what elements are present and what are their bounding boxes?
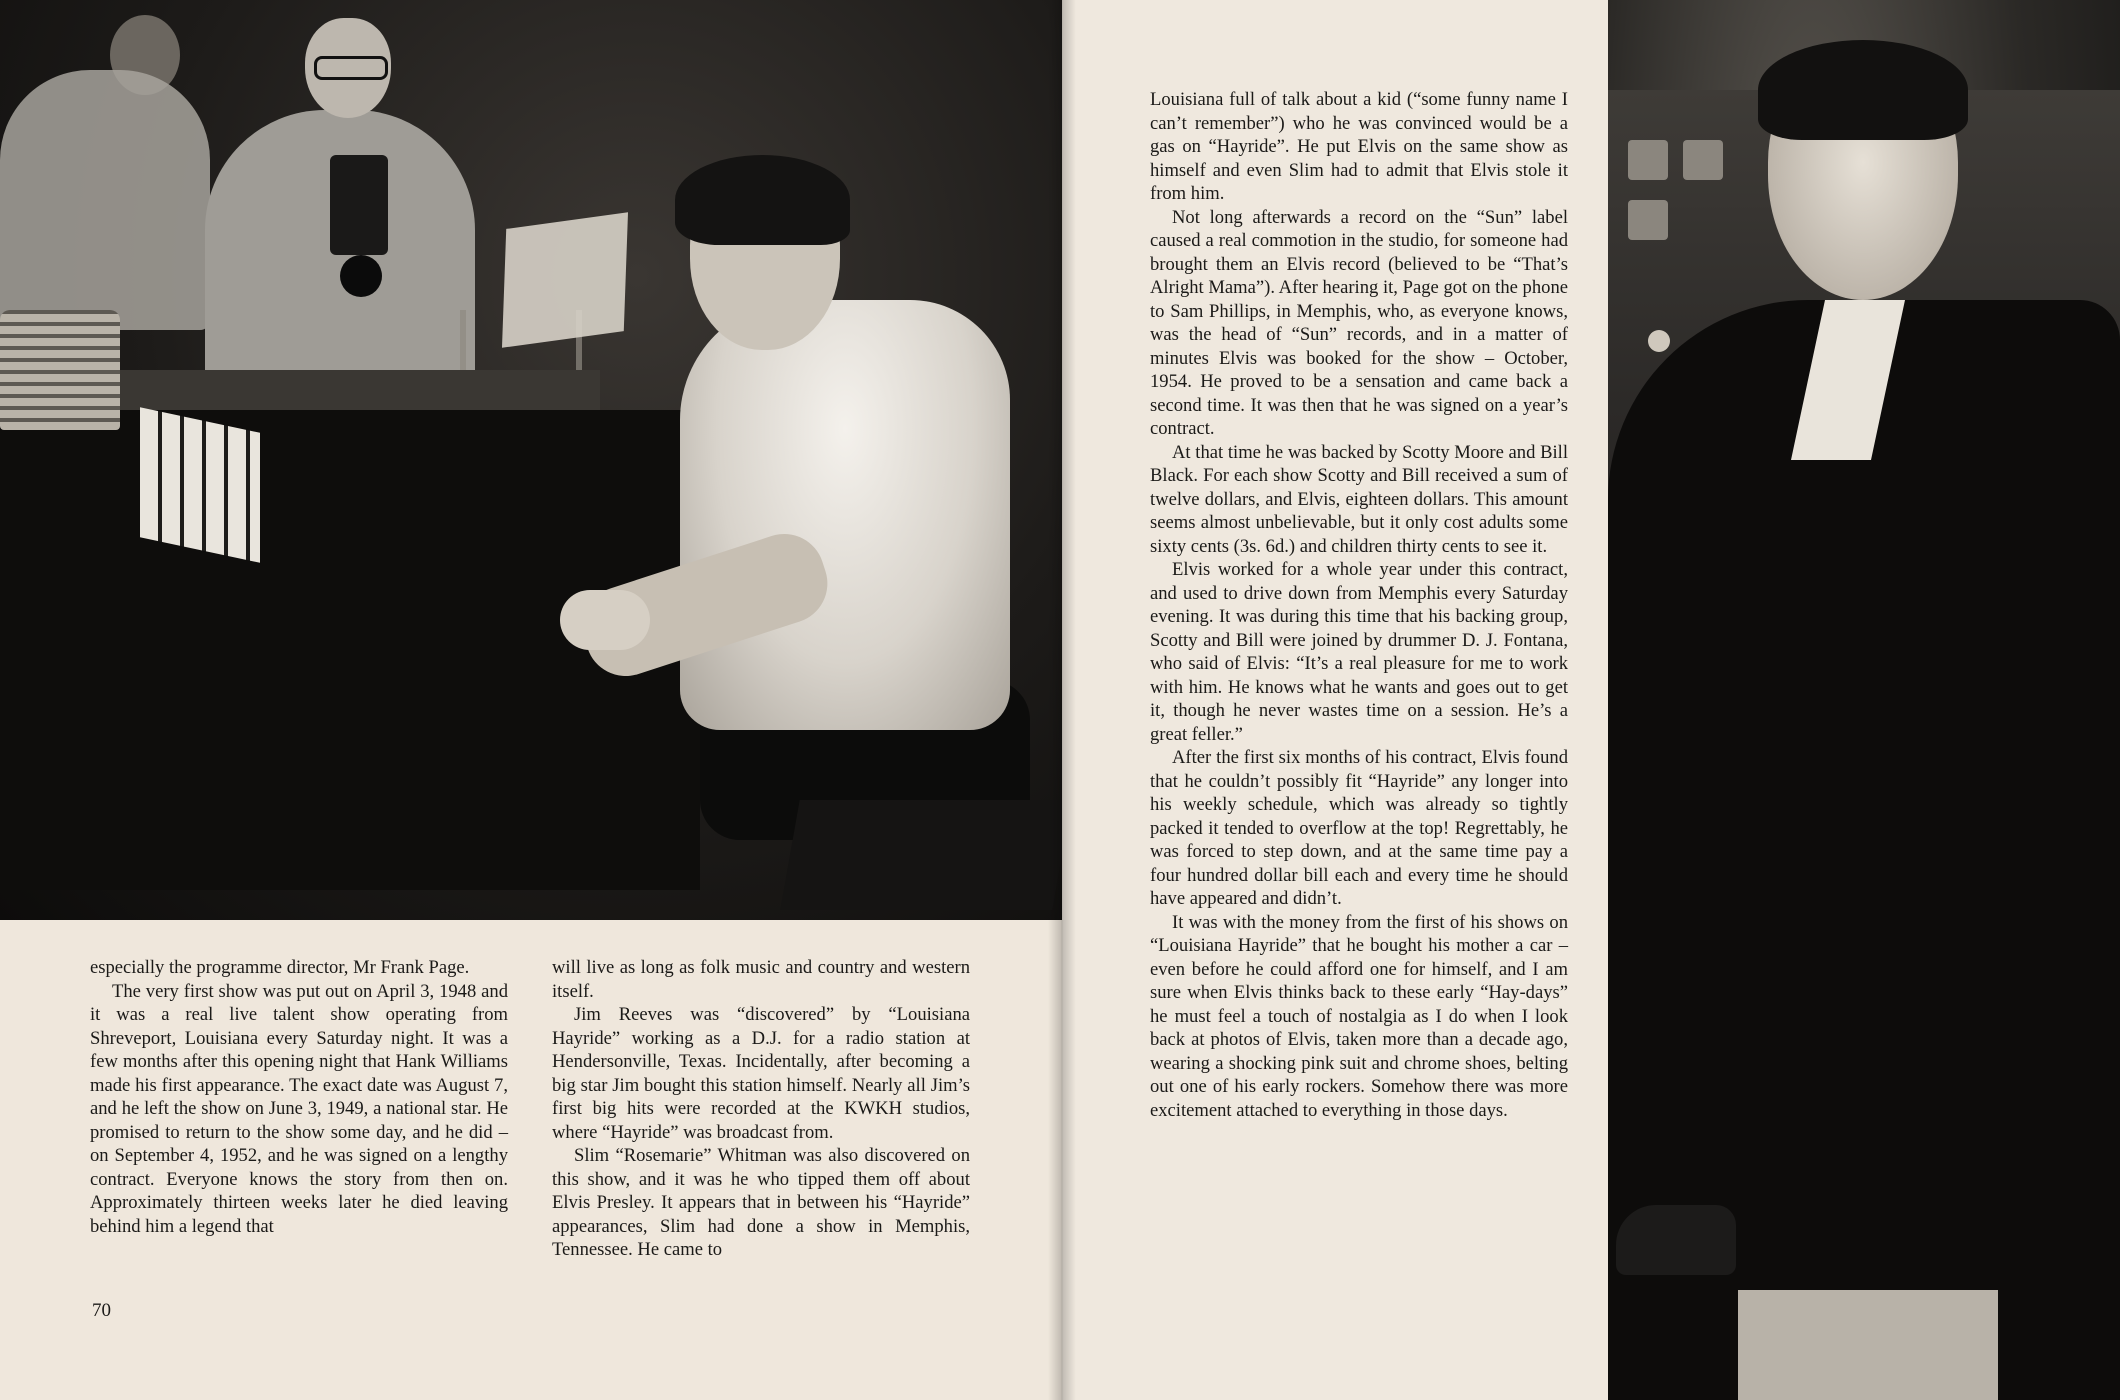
elvis-hair xyxy=(675,155,850,245)
elvis-hair xyxy=(1758,40,1968,140)
camera-icon xyxy=(330,155,388,255)
elvis-hands xyxy=(560,590,650,650)
radio-object xyxy=(0,310,120,430)
elvis-at-piano-photo xyxy=(0,0,1062,920)
camera-lens-icon xyxy=(340,255,382,297)
paragraph: At that time he was backed by Scotty Moore and Bill Black. For each show Scotty and Bill received a sum of twelve dollars, and Elvis, eighteen dollars. This amount seems almost unbelievable, but it only cost adults some sixty cents (3s. 6d.) and children thirty cents to see it. xyxy=(1150,441,1568,557)
piano-keys xyxy=(140,407,260,563)
paragraph: Jim Reeves was “discovered” by “Louisiana Hayride” working as a D.J. for a radio station at Hendersonville, Texas. Incidentally, after becoming a big star Jim bought this station himself. Nearly all Jim’s first big hits were recorded at the KWKH studios, where “Hayride” was broadcast from. xyxy=(552,1004,970,1143)
knob-icon xyxy=(1648,330,1670,352)
meter-icon xyxy=(1628,200,1668,240)
paragraph: Slim “Rosemarie” Whitman was also discovered on this show, and it was he who tipped them off about Elvis Presley. It appears that in between his “Hayride” appearances, Slim had done a show in Memphis, Tennessee. He came to xyxy=(552,1145,970,1260)
elvis-shirt xyxy=(680,300,1010,730)
background-person xyxy=(0,70,210,330)
text-column-a xyxy=(90,956,508,1238)
glasses-icon xyxy=(314,56,388,80)
elvis-portrait-photo xyxy=(1608,0,2120,1400)
paragraph: especially the programme director, Mr Frank Page. xyxy=(90,957,470,978)
shoe xyxy=(1616,1205,1736,1275)
paragraph: Louisiana full of talk about a kid (“some funny name I can’t remember”) who he was convinced would be a gas on “Hayride”. He put Elvis on the same show as himself and even Slim had to admit that Elvis stole it from him. xyxy=(1150,89,1568,204)
stool xyxy=(1738,1290,1998,1400)
paragraph: Elvis worked for a whole year under this contract, and used to drive down from Memphis every Saturday evening. It was during this time that his backing group, Scotty and Bill were joined by drummer D. J. Fontana, who said of Elvis: “It’s a real pleasure for me to work with him. He knows what he wants and goes out to get it, though he never wastes time on a session. He’s a great feller.” xyxy=(1150,559,1568,745)
paragraph: The very first show was put out on April 3, 1948 and it was a real live talent show operating from Shreveport, Louisiana every Saturday night. It was a few months after this opening night that Hank Williams made his first appearance. The exact date was August 7, and he left the show on June 3, 1949, a national star. He promised to return to the show some day, and he did – on September 4, 1952, and he was signed on a lengthy contract. Everyone knows the story from then on. Approximately thirteen weeks later he died leaving behind him a legend that xyxy=(90,980,508,1237)
piano-bench xyxy=(780,800,1062,910)
meter-icon xyxy=(1628,140,1668,180)
paragraph: Not long afterwards a record on the “Sun” label caused a real commotion in the studio, for someone had brought them an Elvis record (believed to be “That’s Alright Mama”). After hearing it, Page got on the phone to Sam Phillips, in Memphis, who, as everyone knows, was the head of “Sun” records, and in a matter of minutes Elvis was booked for the show – October, 1954. He proved to be a sensation and came back a second time. It was then that he was signed on a year’s contract. xyxy=(1150,206,1568,439)
paragraph: After the first six months of his contract, Elvis found that he couldn’t possibly fit “Hayride” any longer into his weekly schedule, which was already so tightly packed it tended to overflow at the top! Regrettably, he was forced to step down, and at the same time pay a four hundred dollar bill each and every time he should have appeared and didn’t. xyxy=(1150,747,1568,909)
paragraph: It was with the money from the first of his shows on “Louisiana Hayride” that he bought his mother a car – even before he could afford one for himself, and I am sure when Elvis thinks back to these early “Hay-days” he must feel a touch of nostalgia as I do when I look back at photos of Elvis, taken more than a decade ago, wearing a shocking pink suit and chrome shoes, belting out one of his early rockers. Somehow there was more excitement attached to everything in those days. xyxy=(1150,911,1568,1121)
page-number: 70 xyxy=(92,1300,111,1321)
sheet-music xyxy=(502,212,628,348)
meter-icon xyxy=(1683,140,1723,180)
text-column-b xyxy=(552,956,970,1262)
text-column-c xyxy=(1150,88,1568,1122)
paragraph: will live as long as folk music and country and western itself. xyxy=(552,957,970,1002)
